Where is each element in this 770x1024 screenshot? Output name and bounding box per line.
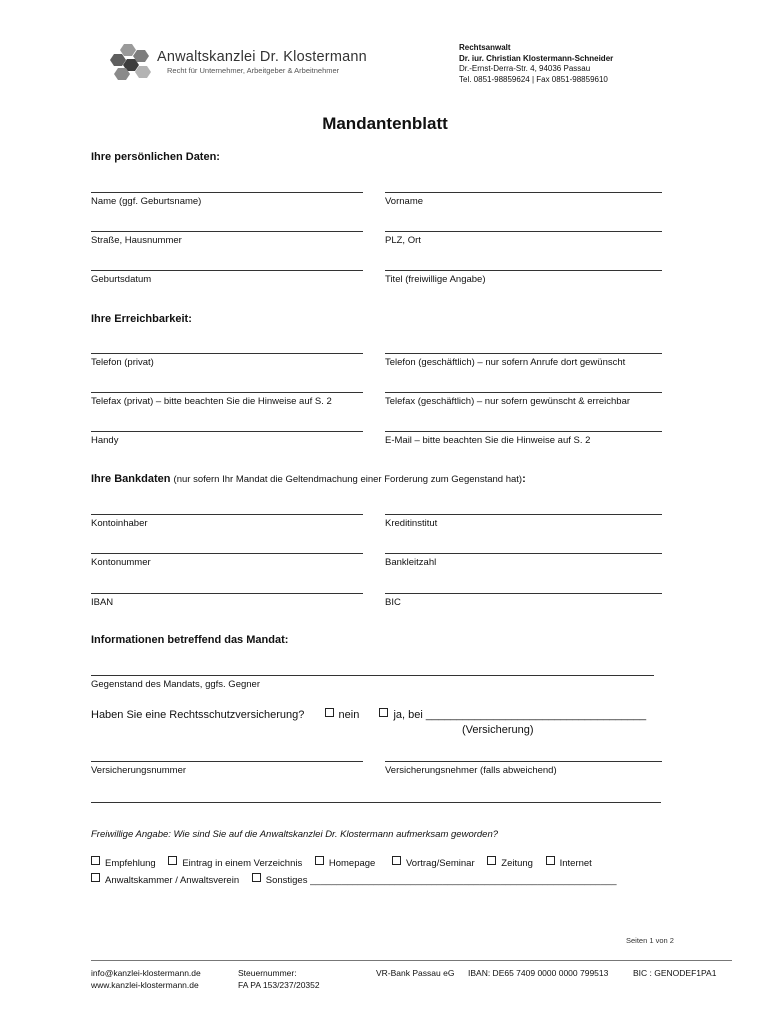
referral-question: Freiwillige Angabe: Wie sind Sie auf die Anwaltskanzlei Dr. Klostermann aufmerksam geworden? [91, 829, 499, 840]
referral-other-checkbox[interactable] [252, 873, 261, 882]
referral-option-label: Anwaltskammer / Anwaltsverein [105, 875, 240, 886]
personal-data-heading: Ihre persönlichen Daten: [91, 151, 220, 163]
footer-tax-label: Steuernummer: [238, 968, 297, 978]
insurer-caption: (Versicherung) [462, 724, 534, 736]
referral-recommendation-checkbox[interactable] [91, 856, 100, 865]
iban-line[interactable] [91, 593, 363, 594]
phone-private-line[interactable] [91, 353, 363, 354]
city-line[interactable] [385, 231, 662, 232]
policy-number-label: Versicherungsnummer [91, 765, 187, 776]
fax-private-line[interactable] [91, 392, 363, 393]
referral-option-label: Vortrag/Seminar [405, 858, 475, 869]
footer-divider [91, 960, 732, 961]
lawyer-name: Dr. iur. Christian Klostermann-Schneider [459, 53, 614, 63]
bank-heading-title: Ihre Bankdaten [91, 473, 171, 485]
firm-tagline: Recht für Unternehmer, Arbeitgeber & Arbeitnehmer [167, 66, 340, 75]
policy-holder-label: Versicherungsnehmer (falls abweichend) [385, 765, 557, 776]
insurance-yes-label: ja, bei [393, 709, 426, 721]
insurance-no-checkbox[interactable] [325, 708, 334, 717]
footer-tax-number: FA PA 153/237/20352 [238, 980, 320, 990]
reachability-heading: Ihre Erreichbarkeit: [91, 313, 192, 325]
email-label: E-Mail – bitte beachten Sie die Hinweise auf S. 2 [385, 435, 591, 446]
bank-heading-colon: : [522, 473, 526, 485]
footer-email[interactable]: info@kanzlei-klostermann.de [91, 968, 201, 978]
account-number-line[interactable] [91, 553, 363, 554]
referral-other-input-line[interactable]: __________________________________________________________ [310, 875, 617, 886]
bank-heading [91, 473, 526, 485]
insurance-yes-checkbox[interactable] [379, 708, 388, 717]
email-line[interactable] [385, 431, 662, 432]
account-holder-line[interactable] [91, 514, 363, 515]
mobile-line[interactable] [91, 431, 363, 432]
referral-option-label: Eintrag in einem Verzeichnis [182, 858, 303, 869]
footer-iban: IBAN: DE65 7409 0000 0000 799513 [468, 968, 609, 978]
bic-label: BIC [385, 597, 401, 608]
account-number-label: Kontonummer [91, 557, 151, 568]
policy-number-line[interactable] [91, 761, 363, 762]
title-label: Titel (freiwillige Angabe) [385, 274, 486, 285]
referral-internet-checkbox[interactable] [546, 856, 555, 865]
mandate-subject-line[interactable] [91, 675, 654, 676]
bic-line[interactable] [385, 593, 662, 594]
insurance-question-row [91, 708, 646, 721]
office-phone-fax: Tel. 0851-98859624 | Fax 0851-98859610 [459, 74, 608, 84]
policy-holder-line[interactable] [385, 761, 662, 762]
additional-notes-line[interactable] [91, 802, 661, 803]
referral-bar-association-checkbox[interactable] [91, 873, 100, 882]
insurance-no-label: nein [338, 709, 360, 721]
referral-option-label: Zeitung [501, 858, 533, 869]
firm-name: Anwaltskanzlei Dr. Klostermann [157, 49, 367, 65]
footer-bank-name: VR-Bank Passau eG [376, 968, 455, 978]
footer-tax-block [238, 967, 320, 991]
footer-web-block [91, 967, 201, 991]
firstname-label: Vorname [385, 196, 424, 207]
referral-option-label: Internet [559, 858, 592, 869]
account-holder-label: Kontoinhaber [91, 518, 148, 529]
birthdate-label: Geburtsdatum [91, 274, 152, 285]
insurer-input-line[interactable]: ____________________________________ [425, 709, 647, 721]
title-line[interactable] [385, 270, 662, 271]
street-line[interactable] [91, 231, 363, 232]
phone-business-line[interactable] [385, 353, 662, 354]
referral-option-label: Homepage [328, 858, 376, 869]
firstname-line[interactable] [385, 192, 662, 193]
bank-institute-line[interactable] [385, 514, 662, 515]
referral-directory-checkbox[interactable] [168, 856, 177, 865]
referral-options-row-2 [91, 873, 617, 886]
fax-business-label: Telefax (geschäftlich) – nur sofern gewünscht & erreichbar [385, 396, 631, 407]
mobile-label: Handy [91, 435, 119, 446]
bank-heading-note: (nur sofern Ihr Mandat die Geltendmachung einer Forderung zum Gegenstand hat) [173, 474, 523, 485]
page-indicator: Seiten 1 von 2 [626, 936, 674, 945]
page-title: Mandantenblatt [322, 114, 448, 133]
city-label: PLZ, Ort [385, 235, 421, 246]
footer-website[interactable]: www.kanzlei-klostermann.de [91, 980, 199, 990]
iban-label: IBAN [91, 597, 114, 608]
insurance-question: Haben Sie eine Rechtsschutzversicherung? [91, 709, 305, 721]
street-label: Straße, Hausnummer [91, 235, 182, 246]
lawyer-role: Rechtsanwalt [459, 43, 511, 52]
phone-private-label: Telefon (privat) [91, 357, 154, 368]
birthdate-line[interactable] [91, 270, 363, 271]
bank-code-line[interactable] [385, 553, 662, 554]
bank-institute-label: Kreditinstitut [385, 518, 438, 529]
office-address: Dr.-Ernst-Derra-Str. 4, 94036 Passau [459, 64, 591, 73]
footer-bic: BIC : GENODEF1PA1 [633, 968, 717, 978]
referral-newspaper-checkbox[interactable] [487, 856, 496, 865]
referral-option-label: Empfehlung [105, 858, 156, 869]
mandate-heading: Informationen betreffend das Mandat: [91, 634, 289, 646]
name-line[interactable] [91, 192, 363, 193]
referral-option-label: Sonstiges [265, 875, 308, 886]
referral-seminar-checkbox[interactable] [392, 856, 401, 865]
bank-code-label: Bankleitzahl [385, 557, 437, 568]
name-label: Name (ggf. Geburtsname) [91, 196, 202, 207]
referral-options-row-1 [91, 856, 602, 869]
mandate-subject-label: Gegenstand des Mandats, ggfs. Gegner [91, 679, 260, 690]
referral-homepage-checkbox[interactable] [315, 856, 324, 865]
lawyer-contact-block [459, 43, 613, 85]
fax-business-line[interactable] [385, 392, 662, 393]
fax-private-label: Telefax (privat) – bitte beachten Sie die Hinweise auf S. 2 [91, 396, 332, 407]
phone-business-label: Telefon (geschäftlich) – nur sofern Anrufe dort gewünscht [385, 357, 626, 368]
firm-logo-icon [110, 44, 154, 80]
